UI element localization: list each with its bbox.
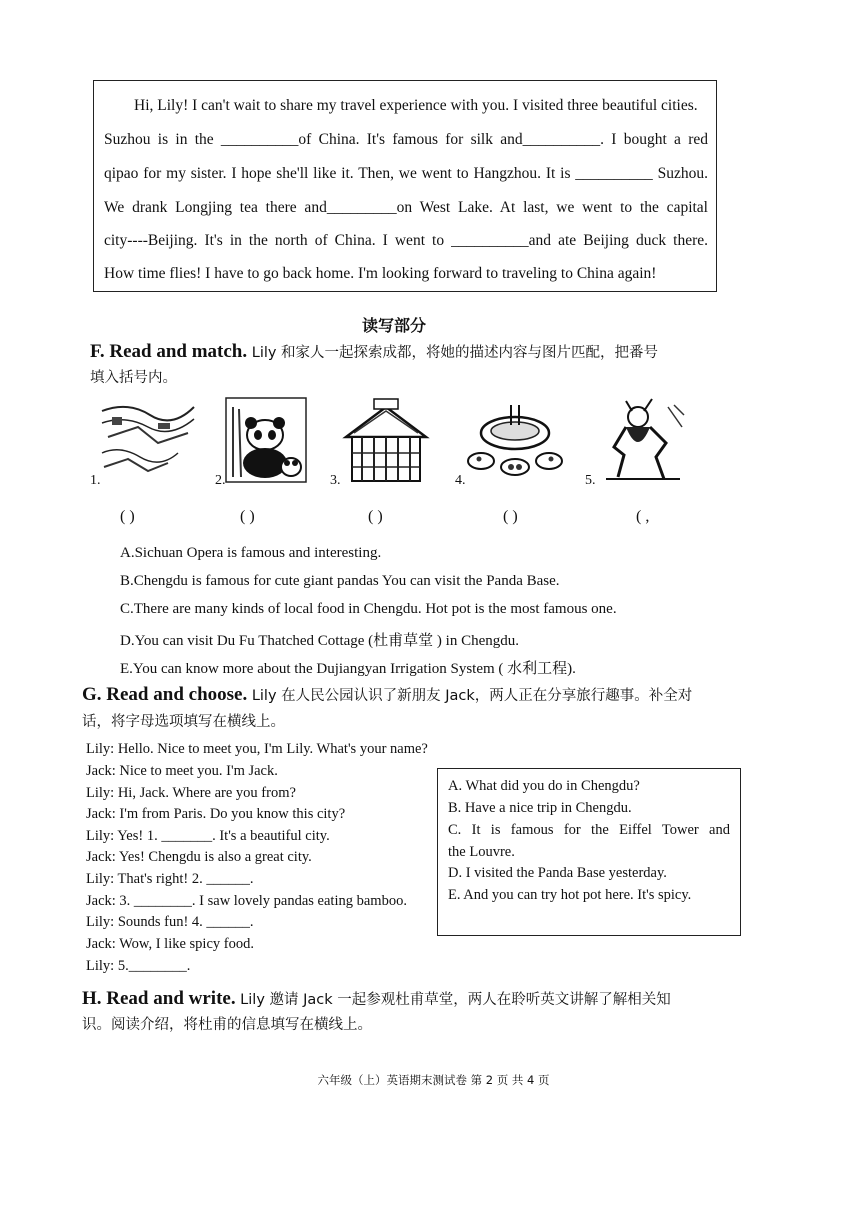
picture-number: 1.: [90, 473, 101, 488]
answer-bracket-5[interactable]: ( ,: [636, 508, 650, 525]
section-g-instruction: Lily 在人民公园认识了新朋友 Jack，两人正在分享旅行趣事。补全对: [247, 688, 693, 704]
picture-number: 4.: [455, 473, 466, 488]
choice-b: B. Have a nice trip in Chengdu.: [448, 800, 632, 816]
river-dam-icon: [98, 397, 196, 483]
dialogue-line: Jack: I'm from Paris. Do you know this city?: [86, 806, 346, 822]
choice-a: A. What did you do in Chengdu?: [448, 778, 640, 794]
section-g-instruction-cont: 话，将字母选项填写在横线上。: [82, 714, 285, 730]
answer-bracket-3[interactable]: ( ): [368, 508, 383, 525]
section-f-title: F. Read and match.: [90, 341, 248, 362]
dialogue-line: Jack: Nice to meet you. I'm Jack.: [86, 763, 278, 779]
choice-d: D. I visited the Panda Base yesterday.: [448, 865, 667, 881]
section-f-instruction: Lily 和家人一起探索成都，将她的描述内容与图片匹配，把番号: [247, 345, 659, 361]
dialogue-line: Jack: 3. ________. I saw lovely pandas eating bamboo.: [86, 893, 407, 909]
passage-line-5: city----Beijing. It's in the north of China. I went to __________and ate Beijing duck there.: [104, 232, 708, 249]
dialogue-line: Lily: Hello. Nice to meet you, I'm Lily. What's your name?: [86, 741, 428, 757]
passage-line-1: Hi, Lily! I can't wait to share my travel experience with you. I visited three beautiful cities.: [134, 97, 698, 114]
section-f-instruction-cont: 填入括号内。: [90, 370, 177, 386]
dialogue-line: Lily: That's right! 2. ______.: [86, 871, 254, 887]
section-g-heading: [82, 684, 692, 706]
choice-c-cont: the Louvre.: [448, 844, 515, 860]
choice-c: C. It is famous for the Eiffel Tower and: [448, 822, 730, 838]
thatched-cottage-icon: [340, 397, 432, 485]
section-title: 读写部分: [362, 316, 427, 335]
choice-e: E. And you can try hot pot here. It's spicy.: [448, 887, 692, 903]
dialogue-line: Lily: Yes! 1. _______. It's a beautiful city.: [86, 828, 330, 844]
hot-pot-icon: [465, 397, 565, 483]
option-b: B.Chengdu is famous for cute giant pandas You can visit the Panda Base.: [120, 573, 560, 589]
dialogue-line: Jack: Wow, I like spicy food.: [86, 936, 254, 952]
dialogue-line: Lily: 5.________.: [86, 958, 191, 974]
answer-bracket-1[interactable]: ( ): [120, 508, 135, 525]
dialogue-line: Jack: Yes! Chengdu is also a great city.: [86, 849, 312, 865]
page-footer: 六年级（上）英语期末测试卷 第 2 页 共 4 页: [317, 1073, 550, 1087]
section-h-instruction: Lily 邀请 Jack 一起参观杜甫草堂，两人在聆听英文讲解了解相关知: [235, 992, 671, 1008]
dialogue-line: Lily: Sounds fun! 4. ______.: [86, 914, 254, 930]
picture-number: 2.: [215, 473, 226, 488]
answer-bracket-4[interactable]: ( ): [503, 508, 518, 525]
panda-icon: [225, 397, 307, 483]
choices-box: [437, 768, 741, 936]
answer-bracket-2[interactable]: ( ): [240, 508, 255, 525]
picture-number: 3.: [330, 473, 341, 488]
dialogue-line: Lily: Hi, Jack. Where are you from?: [86, 785, 296, 801]
section-h-instruction-cont: 识。阅读介绍，将杜甫的信息填写在横线上。: [82, 1017, 372, 1033]
option-c: C.There are many kinds of local food in Chengdu. Hot pot is the most famous one.: [120, 601, 617, 617]
passage-line-6: How time flies! I have to go back home. I'm looking forward to traveling to China again!: [104, 265, 657, 282]
section-g-title: G. Read and choose.: [82, 684, 248, 705]
section-h-title: H. Read and write.: [82, 988, 236, 1009]
option-d: D.You can visit Du Fu Thatched Cottage (杜甫草堂 ) in Chengdu.: [120, 633, 520, 649]
option-e: E.You can know more about the Dujiangyan Irrigation System ( 水利工程).: [120, 661, 576, 677]
passage-line-4: We drank Longjing tea there and_________on West Lake. At last, we went to the capital: [104, 199, 708, 216]
option-a: A.Sichuan Opera is famous and interesting.: [120, 545, 382, 561]
passage-line-3: qipao for my sister. I hope she'll like it. Then, we went to Hangzhou. It is __________ Suzhou.: [104, 165, 708, 182]
section-f-heading: [90, 341, 658, 363]
passage-line-2: Suzhou is in the __________of China. It's famous for silk and__________. I bought a red: [104, 131, 708, 148]
picture-number: 5.: [585, 473, 596, 488]
sichuan-opera-icon: [596, 397, 688, 483]
passage-box: [93, 80, 717, 292]
section-h-heading: [82, 988, 671, 1010]
